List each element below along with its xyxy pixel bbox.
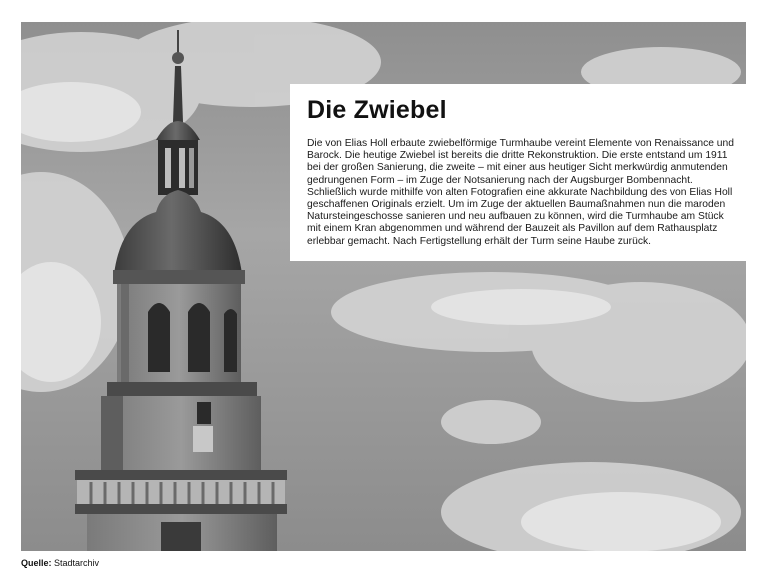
- article-box: [290, 84, 746, 261]
- article-body: Die von Elias Holl erbaute zwiebelförmige Turmhaube vereint Elemente von Renaissance und Barock. Die heutige Zwiebel ist bereits die dritte Rekonstruktion. Die erste entstand um 1911 bei der großen Sanierung, die zweite – mit einer aus heutiger Sicht merkwürdig anmutenden gedrungenen Form – im Zuge der Notsanierung nach der Augsburger Bombennacht. Schließlich wurde mithilfe von alten Fotografien eine akkurate Nachbildung des von Elias Holl geschaffenen Originals erzielt. Um im Zuge der aktuellen Baumaßnahmen nun die maroden Natursteingeschosse sanieren und neu aufbauen zu können, wird die Turmhaube am Stück mit einem Kran abgenommen und während der Bauzeit als Pavillon auf dem Rathausplatz erlebbar gemacht. Nach Fertigstellung erhält der Turm seine Haube zurück.: [307, 138, 734, 247]
- article-title: Die Zwiebel: [307, 96, 447, 124]
- source-caption: [21, 558, 99, 569]
- source-label: Quelle:: [21, 558, 52, 568]
- source-value: Stadtarchiv: [54, 558, 100, 568]
